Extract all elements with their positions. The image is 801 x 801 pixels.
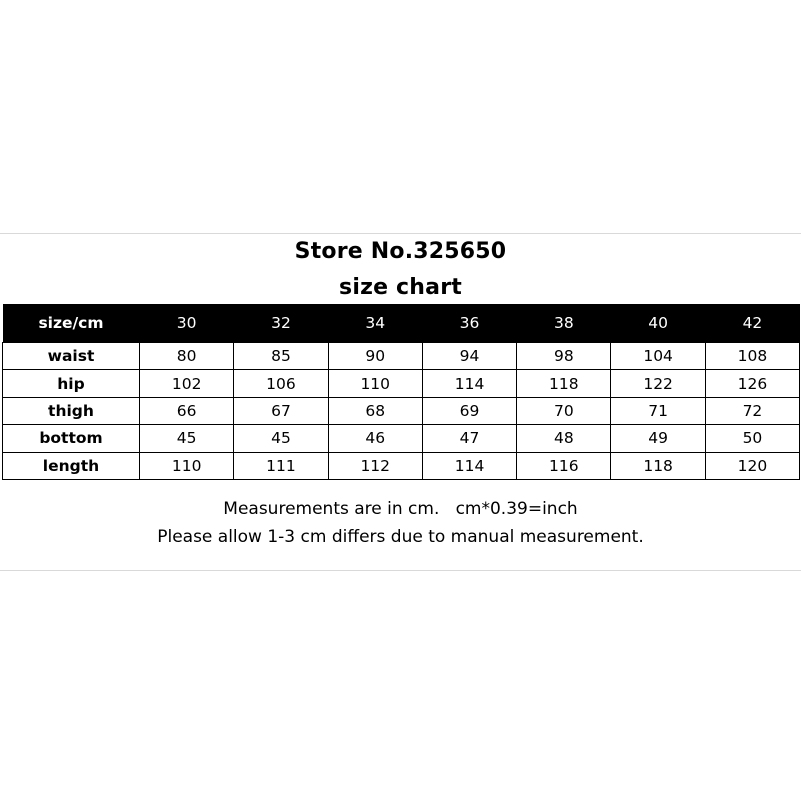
table-cell: 68 <box>328 397 422 424</box>
header-label: size/cm <box>3 304 140 343</box>
table-cell: 102 <box>140 370 234 397</box>
table-cell: 108 <box>705 343 799 370</box>
table-cell: 114 <box>422 452 516 479</box>
size-header: 34 <box>328 304 422 343</box>
row-label: waist <box>3 343 140 370</box>
table-cell: 118 <box>611 452 705 479</box>
table-cell: 49 <box>611 425 705 452</box>
table-cell: 50 <box>705 425 799 452</box>
table-cell: 69 <box>422 397 516 424</box>
store-title: Store No.325650 <box>294 239 507 264</box>
table-cell: 118 <box>517 370 611 397</box>
table-cell: 114 <box>422 370 516 397</box>
table-cell: 104 <box>611 343 705 370</box>
table-cell: 122 <box>611 370 705 397</box>
table-cell: 48 <box>517 425 611 452</box>
size-header: 30 <box>140 304 234 343</box>
units-note: Measurements are in cm. cm*0.39=inch <box>223 499 578 519</box>
chart-title: size chart <box>339 275 462 300</box>
table-cell: 67 <box>234 397 328 424</box>
size-header: 38 <box>517 304 611 343</box>
table-row <box>3 370 800 397</box>
table-row <box>3 397 800 424</box>
table-cell: 112 <box>328 452 422 479</box>
table-cell: 46 <box>328 425 422 452</box>
table-cell: 70 <box>517 397 611 424</box>
table-header-row <box>3 304 800 343</box>
table-cell: 66 <box>140 397 234 424</box>
table-cell: 110 <box>140 452 234 479</box>
row-label: hip <box>3 370 140 397</box>
table-cell: 110 <box>328 370 422 397</box>
table-cell: 106 <box>234 370 328 397</box>
table-cell: 94 <box>422 343 516 370</box>
table-cell: 71 <box>611 397 705 424</box>
table-cell: 120 <box>705 452 799 479</box>
row-label: thigh <box>3 397 140 424</box>
tolerance-note: Please allow 1-3 cm differs due to manual measurement. <box>157 527 644 547</box>
size-table <box>2 304 800 480</box>
table-cell: 47 <box>422 425 516 452</box>
table-cell: 45 <box>234 425 328 452</box>
table-cell: 111 <box>234 452 328 479</box>
table-cell: 45 <box>140 425 234 452</box>
table-row <box>3 343 800 370</box>
row-label: length <box>3 452 140 479</box>
table-cell: 90 <box>328 343 422 370</box>
size-header: 36 <box>422 304 516 343</box>
table-cell: 116 <box>517 452 611 479</box>
table-cell: 72 <box>705 397 799 424</box>
size-header: 40 <box>611 304 705 343</box>
table-row <box>3 425 800 452</box>
table-cell: 85 <box>234 343 328 370</box>
table-cell: 126 <box>705 370 799 397</box>
table-cell: 80 <box>140 343 234 370</box>
row-label: bottom <box>3 425 140 452</box>
size-header: 42 <box>705 304 799 343</box>
size-header: 32 <box>234 304 328 343</box>
table-cell: 98 <box>517 343 611 370</box>
table-row <box>3 452 800 479</box>
